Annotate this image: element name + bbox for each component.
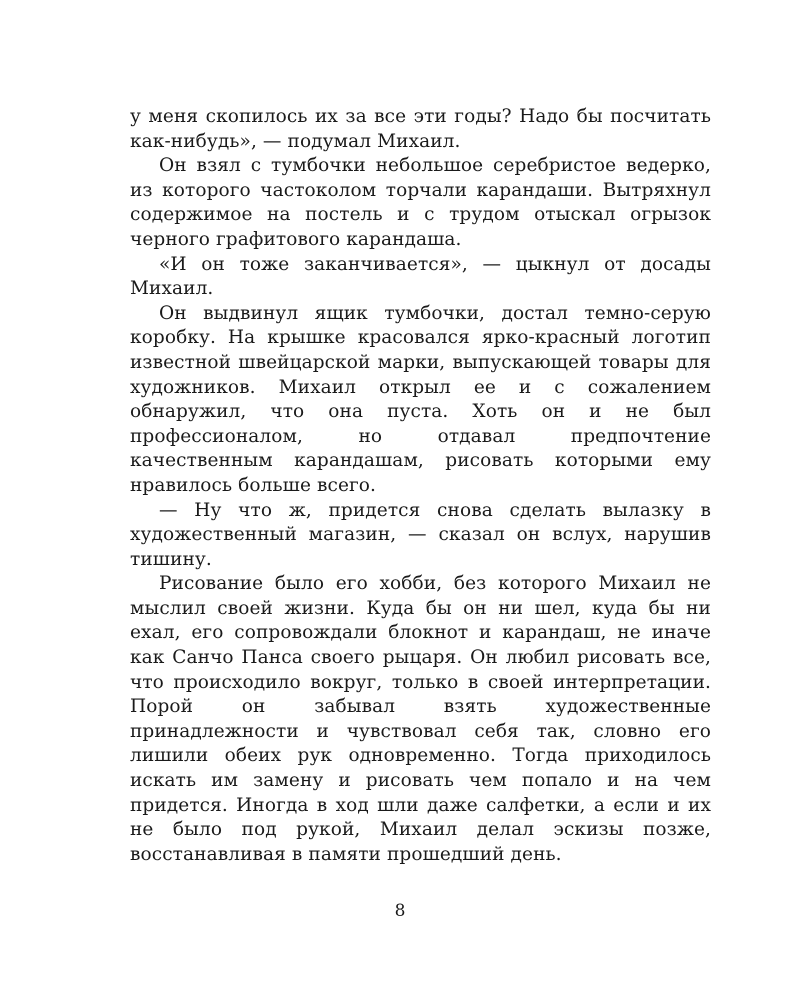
- paragraph-continued: у меня скопилось их за все эти годы? Надо бы посчитать как-нибудь», — подумал Михаил.: [130, 106, 711, 152]
- paragraph: Он выдвинул ящик тумбочки, достал темно-серую коробку. На крышке красовался ярко-красный логотип известной швейцарской марки, выпускающей товары для художников. Михаил открыл ее и с сожалением обнаружил, что она пуста. Хоть он и не был профессионалом, но отдавал предпочтение качественным карандашам, рисовать которыми ему нравилось больше всего.: [130, 302, 711, 496]
- body-text: [130, 105, 711, 867]
- paragraph: «И он тоже заканчивается», — цыкнул от досады Михаил.: [130, 253, 711, 300]
- page-number: 8: [394, 901, 406, 921]
- paragraph: Рисование было его хобби, без которого Михаил не мыслил своей жизни. Куда бы он ни шел, куда бы ни ехал, его сопровождали блокнот и карандаш, не иначе как Санчо Панса своего рыцаря. Он любил рисовать все, что происходило вокруг, только в своей интерпретации. Порой он забывал взять художественные принадлежности и чувствовал себя так, словно его лишили обеих рук одновременно. Тогда приходилось искать им замену и рисовать чем попало и на чем придется. Иногда в ход шли даже салфетки, а если и их не было под рукой, Михаил делал эскизы позже, восстанавливая в памяти прошедший день.: [130, 573, 711, 865]
- paragraph: — Ну что ж, придется снова сделать вылазку в художественный магазин, — сказал он вслух, нарушив тишину.: [130, 499, 711, 570]
- paragraph: Он взял с тумбочки небольшое серебристое ведерко, из которого частоколом торчали карандаши. Вытряхнул содержимое на постель и с трудом отыскал огрызок черного графитового карандаша.: [130, 155, 711, 250]
